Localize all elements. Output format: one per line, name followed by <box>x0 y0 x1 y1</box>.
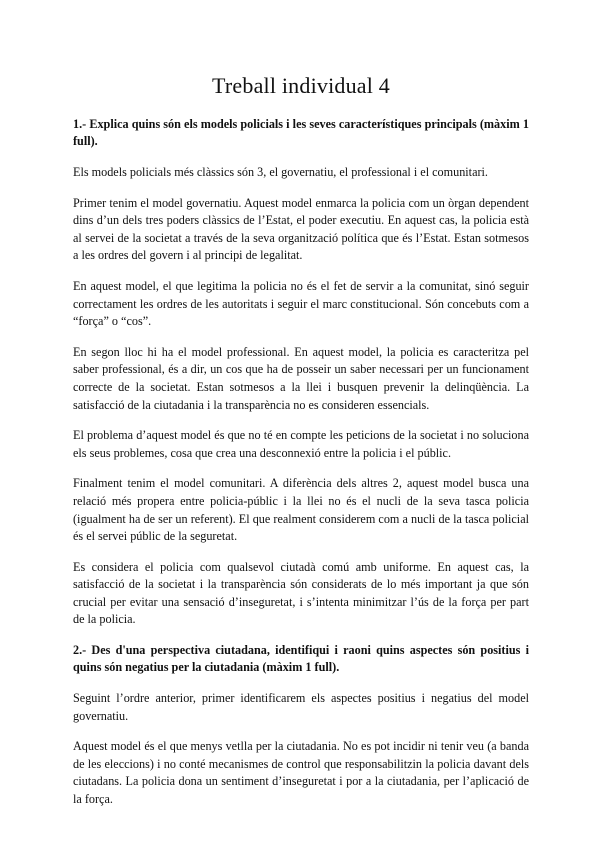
section-2 <box>73 642 529 809</box>
paragraph: Finalment tenim el model comunitari. A diferència dels altres 2, aquest model busca una relació més propera entre policia-públic i la llei no és el nucli de la seva tasca policia (igualment ha de ser un referent). El que realment considerem com a nucli de la tasca policial és el servei públic de la seguretat. <box>73 476 529 544</box>
paragraph: En aquest model, el que legitima la policia no és el fet de servir a la comunitat, sinó seguir correctament les ordres de les autoritats i seguir el marc constitucional. Són concebuts com a “força” o “cos”. <box>73 278 529 329</box>
paragraph: Seguint l’ordre anterior, primer identificarem els aspectes positius i negatius del model governatiu. <box>73 691 529 723</box>
paragraph: Aquest model és el que menys vetlla per la ciutadania. No es pot incidir ni tenir veu (a banda de les eleccions) i no conté mecanismes de control que responsabilitzin la policia davant dels ciutadans. La policia dona un sentiment d’inseguretat i por a la ciutadania, per l’aplicació de la força. <box>73 739 529 807</box>
paragraph: Es considera el policia com qualsevol ciutadà comú amb uniforme. En aquest cas, la satisfacció de la societat i la transparència són considerats de lo més important ja que són crucial per evitar una sensació d’inseguretat, i s’intenta minimitzar l’ús de la força per part de la policia. <box>73 559 529 627</box>
section-1 <box>73 116 529 629</box>
document-page <box>73 72 529 822</box>
paragraph: En segon lloc hi ha el model professional. En aquest model, la policia es caracteritza pel saber professional, és a dir, un cos que ha de posseir un saber necessari per un funcionament correcte de la societat. Estan sotmesos a la llei i busquen prevenir la delinqüència. La satisfacció de la ciutadania i la transparència no es consideren essencials. <box>73 344 529 412</box>
question-1: 1.- Explica quins són els models policials i les seves característiques principals (màxim 1 full). <box>73 117 529 148</box>
paragraph: Els models policials més clàssics són 3, el governatiu, el professional i el comunitari. <box>73 165 488 179</box>
paragraph: Primer tenim el model governatiu. Aquest model enmarca la policia com un òrgan dependent dins d’un dels tres poders clàssics de l’Estat, el poder executiu. En aquest cas, la policia està al servei de la societat a través de la seva organització política que és l’Estat. Estan sotmesos a les ordres del govern i al principi de legalitat. <box>73 195 529 263</box>
paragraph: El problema d’aquest model és que no té en compte les peticions de la societat i no soluciona els seus problemes, cosa que crea una desconnexió entre la policia i el públic. <box>73 428 529 460</box>
question-2: 2.- Des d'una perspectiva ciutadana, identifiqui i raoni quins aspectes són positius i quins són negatius per la ciutadania (màxim 1 full). <box>73 643 529 675</box>
document-title: Treball individual 4 <box>212 73 390 98</box>
